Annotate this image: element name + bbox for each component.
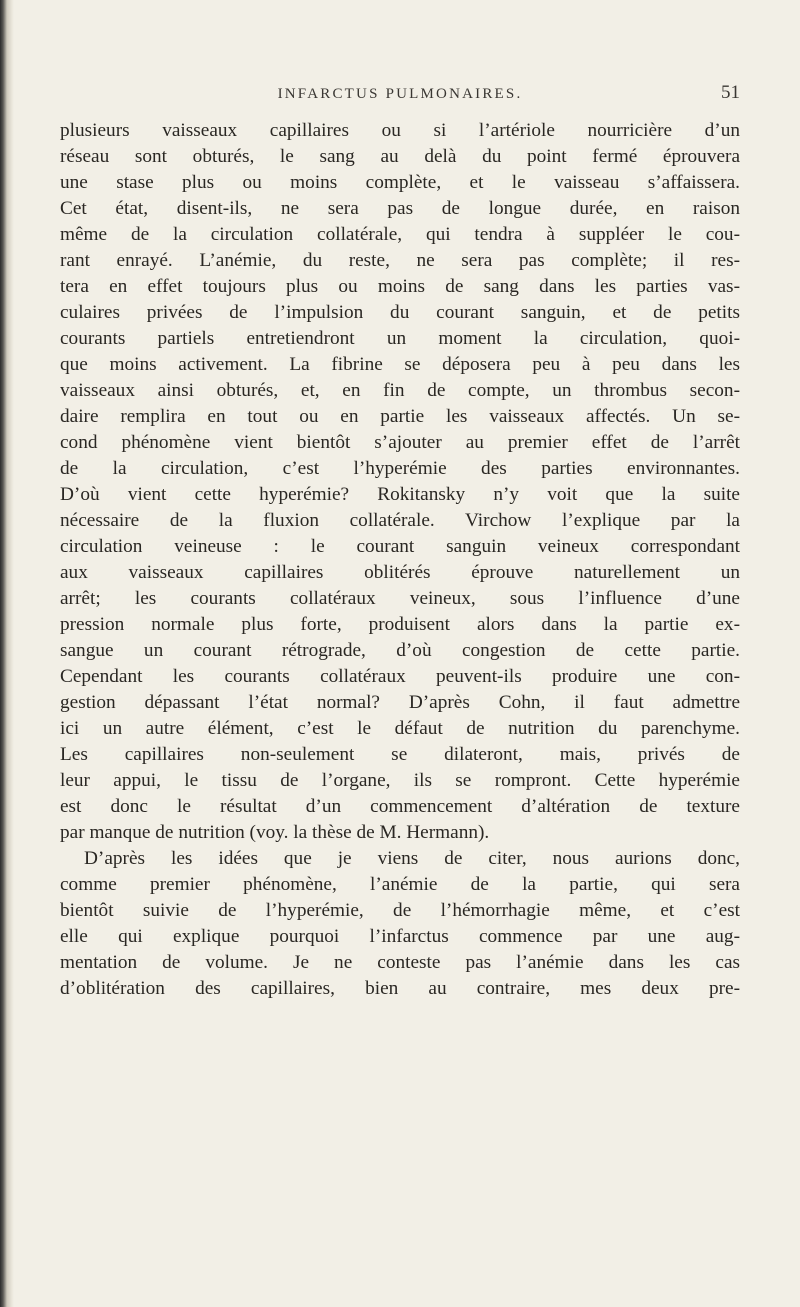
text-line: D’où vient cette hyperémie? Rokitansky n’y voit que la suite <box>60 484 740 505</box>
text-line: de la circulation, c’est l’hyperémie des parties environnantes. <box>60 458 740 479</box>
text-line: culaires privées de l’impulsion du courant sanguin, et de petits <box>60 302 740 323</box>
text-line: circulation veineuse : le courant sanguin veineux correspondant <box>60 536 740 557</box>
text-line: gestion dépassant l’état normal? D’après Cohn, il faut admettre <box>60 692 740 713</box>
text-line: d’oblitération des capillaires, bien au contraire, mes deux pre- <box>60 978 740 999</box>
text-line: même de la circulation collatérale, qui tendra à suppléer le cou- <box>60 224 740 245</box>
text-line: que moins activement. La fibrine se déposera peu à peu dans les <box>60 354 740 375</box>
text-line: réseau sont obturés, le sang au delà du point fermé éprouvera <box>60 146 740 167</box>
text-line: arrêt; les courants collatéraux veineux, sous l’influence d’une <box>60 588 740 609</box>
text-line: aux vaisseaux capillaires oblitérés éprouve naturellement un <box>60 562 740 583</box>
text-line: D’après les idées que je viens de citer, nous aurions donc, <box>84 848 740 869</box>
text-line: plusieurs vaisseaux capillaires ou si l’artériole nourricière d’un <box>60 120 740 141</box>
text-line: cond phénomène vient bientôt s’ajouter au premier effet de l’arrêt <box>60 432 740 453</box>
text-line: par manque de nutrition (voy. la thèse de M. Hermann). <box>60 822 490 843</box>
text-line: leur appui, le tissu de l’organe, ils se rompront. Cette hyperémie <box>60 770 740 791</box>
body-text <box>60 118 740 1002</box>
text-line: comme premier phénomène, l’anémie de la partie, qui sera <box>60 874 740 895</box>
text-line: ici un autre élément, c’est le défaut de nutrition du parenchyme. <box>60 718 740 739</box>
running-title: INFARCTUS PULMONAIRES. <box>277 86 523 102</box>
text-line: rant enrayé. L’anémie, du reste, ne sera pas complète; il res- <box>60 250 740 271</box>
text-line: sangue un courant rétrograde, d’où congestion de cette partie. <box>60 640 740 661</box>
text-line: Cet état, disent-ils, ne sera pas de longue durée, en raison <box>60 198 740 219</box>
text-line: nécessaire de la fluxion collatérale. Virchow l’explique par la <box>60 510 740 531</box>
running-head <box>60 82 740 110</box>
text-line: tera en effet toujours plus ou moins de sang dans les parties vas- <box>60 276 740 297</box>
text-line: daire remplira en tout ou en partie les vaisseaux affectés. Un se- <box>60 406 740 427</box>
text-line: une stase plus ou moins complète, et le vaisseau s’affaissera. <box>60 172 740 193</box>
text-line: Cependant les courants collatéraux peuvent-ils produire une con- <box>60 666 740 687</box>
page-number: 51 <box>721 82 740 103</box>
text-line: elle qui explique pourquoi l’infarctus commence par une aug- <box>60 926 740 947</box>
text-line: courants partiels entretiendront un moment la circulation, quoi- <box>60 328 740 349</box>
text-line: Les capillaires non-seulement se dilateront, mais, privés de <box>60 744 740 765</box>
text-line: mentation de volume. Je ne conteste pas l’anémie dans les cas <box>60 952 740 973</box>
text-line: bientôt suivie de l’hyperémie, de l’hémorrhagie même, et c’est <box>60 900 740 921</box>
text-line: pression normale plus forte, produisent alors dans la partie ex- <box>60 614 740 635</box>
text-line: est donc le résultat d’un commencement d’altération de texture <box>60 796 740 817</box>
text-line: vaisseaux ainsi obturés, et, en fin de compte, un thrombus secon- <box>60 380 740 401</box>
